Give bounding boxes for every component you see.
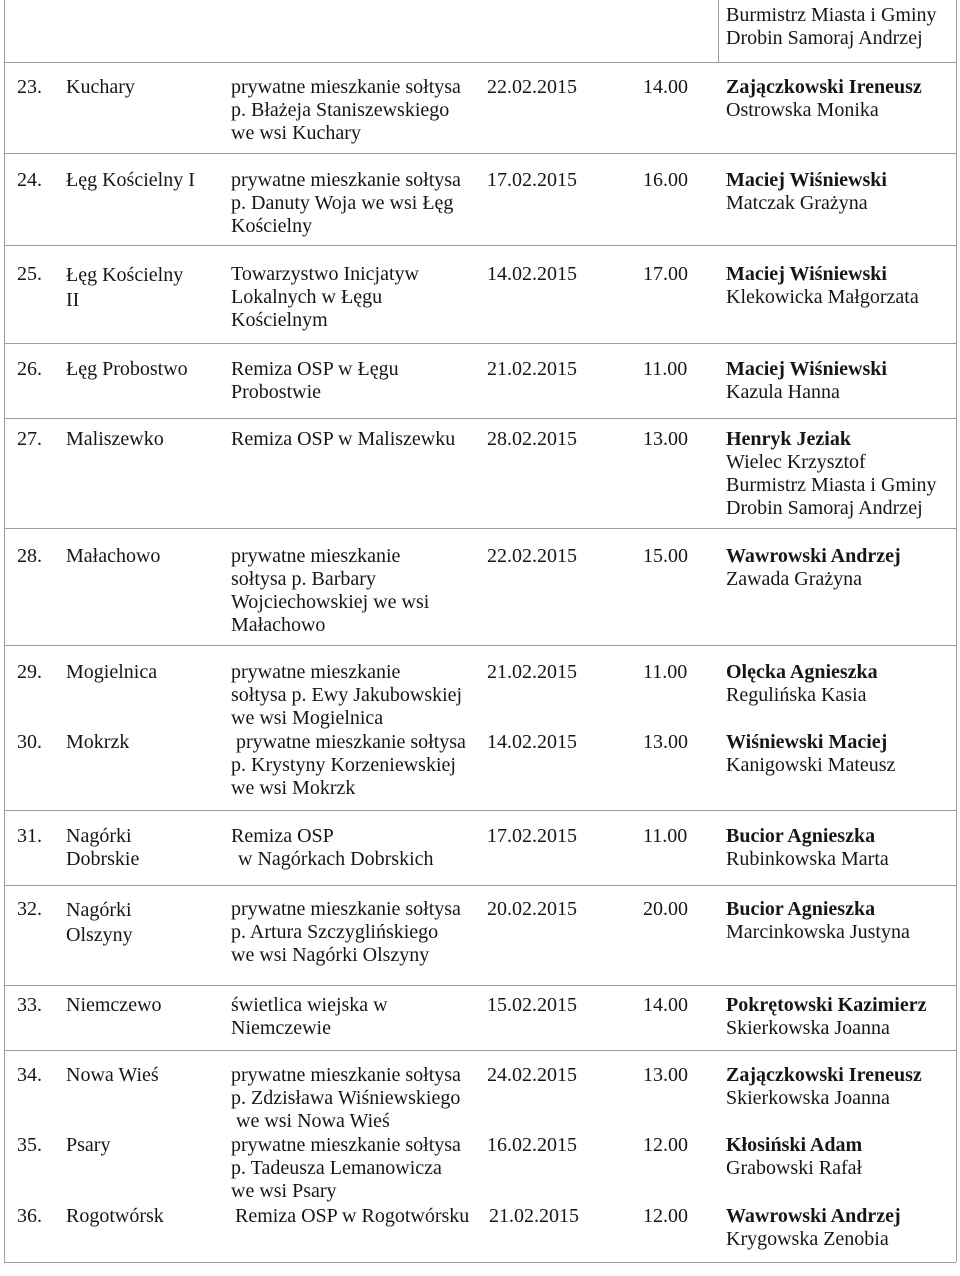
meeting-date: 21.02.2015: [487, 358, 577, 380]
location-cell: [231, 731, 466, 800]
location-line: we wsi Kuchary: [231, 122, 361, 144]
people-cell: [726, 1134, 862, 1180]
people-cell: [726, 731, 895, 777]
person-secondary: Grabowski Rafał: [726, 1157, 863, 1179]
location-line: we wsi Nowa Wieś: [236, 1110, 390, 1132]
location-line: Kościelny: [231, 215, 313, 237]
row-number: 26.: [17, 358, 42, 380]
meeting-time: 17.00: [643, 263, 688, 285]
row-divider: [4, 62, 956, 63]
village-name: Łęg Kościelny I: [66, 169, 195, 191]
village-cell: [66, 545, 160, 568]
location-line: prywatne mieszkanie sołtysa: [231, 898, 461, 920]
village-name: Małachowo: [66, 545, 161, 567]
location-line: w Nagórkach Dobrskich: [238, 848, 434, 870]
meeting-time: 14.00: [643, 994, 688, 1016]
person-name: Burmistrz Miasta i Gminy: [726, 4, 937, 26]
village-name: Niemczewo: [66, 994, 162, 1016]
row-divider: [4, 885, 956, 886]
location-line: Wojciechowskiej we wsi: [231, 591, 430, 613]
people-cell: [726, 169, 887, 215]
person-secondary: Skierkowska Joanna: [726, 1017, 890, 1039]
table-row: [0, 1064, 960, 1132]
person-secondary: Ostrowska Monika: [726, 99, 879, 121]
meeting-date: 24.02.2015: [487, 1064, 577, 1086]
row-divider: [4, 1050, 956, 1051]
table-row: [0, 1134, 960, 1202]
location-line: p. Artura Szczyglińskiego: [231, 921, 439, 943]
table-row: [0, 263, 960, 331]
location-line: Małachowo: [231, 614, 326, 636]
meeting-time: 11.00: [643, 661, 688, 683]
row-number: 29.: [17, 661, 42, 683]
village-cell: [66, 661, 157, 684]
location-line: prywatne mieszkanie sołtysa: [231, 76, 461, 98]
location-line: prywatne mieszkanie sołtysa: [231, 1134, 461, 1156]
meeting-date: 21.02.2015: [489, 1205, 579, 1227]
table-row: [0, 76, 960, 144]
person-secondary: Rubinkowska Marta: [726, 848, 889, 870]
location-line: p. Krystyny Korzeniewskiej: [231, 754, 456, 776]
row-divider: [4, 528, 956, 529]
row-number: 23.: [17, 76, 42, 98]
location-line: prywatne mieszkanie: [231, 545, 401, 567]
location-line: Kościelnym: [231, 309, 328, 331]
village-name: Olszyny: [66, 924, 133, 946]
people-cell: [726, 76, 922, 122]
location-line: we wsi Nagórki Olszyny: [231, 944, 430, 966]
person-primary: Wawrowski Andrzej: [726, 545, 901, 567]
row-number: 25.: [17, 263, 42, 285]
location-line: Niemczewie: [231, 1017, 331, 1039]
village-cell: [66, 1064, 159, 1087]
row-divider: [4, 985, 956, 986]
person-secondary: Krygowska Zenobia: [726, 1228, 889, 1250]
meeting-date: 28.02.2015: [487, 428, 577, 450]
village-name: Kuchary: [66, 76, 135, 98]
meeting-date: 22.02.2015: [487, 76, 577, 98]
location-line: sołtysa p. Ewy Jakubowskiej: [231, 684, 463, 706]
location-cell: [231, 428, 455, 451]
person-primary: Zajączkowski Ireneusz: [726, 76, 922, 98]
row-number: 32.: [17, 898, 42, 920]
location-cell: [231, 1205, 469, 1228]
top-cell-divider: [718, 0, 719, 62]
meeting-time: 11.00: [643, 358, 688, 380]
person-primary: Bucior Agnieszka: [726, 898, 876, 920]
location-cell: [231, 661, 462, 730]
row-number: 36.: [17, 1205, 42, 1227]
person-primary: Wiśniewski Maciej: [726, 731, 888, 753]
location-cell: [231, 898, 461, 967]
village-cell: [66, 898, 133, 948]
table-row: [0, 358, 960, 403]
person-secondary: Matczak Grażyna: [726, 192, 868, 214]
location-cell: [231, 1064, 461, 1133]
table-row: [0, 994, 960, 1039]
village-cell: [66, 358, 188, 381]
location-cell: [231, 825, 434, 871]
location-line: we wsi Mokrzk: [231, 777, 356, 799]
person-secondary: Regulińska Kasia: [726, 684, 867, 706]
row-number: 35.: [17, 1134, 42, 1156]
village-name: Łęg Probostwo: [66, 358, 188, 380]
row-divider: [4, 418, 956, 419]
location-line: we wsi Mogielnica: [231, 707, 384, 729]
meeting-date: 20.02.2015: [487, 898, 577, 920]
location-cell: [231, 358, 399, 404]
village-cell: [66, 994, 162, 1017]
meeting-time: 15.00: [643, 545, 688, 567]
person-secondary: Zawada Grażyna: [726, 568, 863, 590]
row-divider: [4, 343, 956, 344]
location-cell: [231, 263, 419, 332]
location-cell: [231, 545, 429, 637]
location-cell: [231, 994, 388, 1040]
people-cell: [726, 358, 887, 404]
meeting-time: 11.00: [643, 825, 688, 847]
row-number: 27.: [17, 428, 42, 450]
location-cell: [231, 169, 461, 238]
meeting-time: 20.00: [643, 898, 688, 920]
location-line: Remiza OSP w Maliszewku: [231, 428, 456, 450]
location-line: Remiza OSP w Łęgu: [231, 358, 399, 380]
meeting-date: 21.02.2015: [487, 661, 577, 683]
location-line: p. Zdzisława Wiśniewskiego: [231, 1087, 461, 1109]
person-secondary: Kanigowski Mateusz: [726, 754, 896, 776]
row-divider: [4, 645, 956, 646]
person-primary: Maciej Wiśniewski: [726, 263, 887, 285]
person-primary: Olęcka Agnieszka: [726, 661, 878, 683]
row-number: 31.: [17, 825, 42, 847]
meeting-date: 22.02.2015: [487, 545, 577, 567]
person-primary: Pokrętowski Kazimierz: [726, 994, 927, 1016]
people-cell: [726, 661, 878, 707]
table-bottom-border: [4, 1262, 956, 1263]
village-cell: [66, 169, 195, 192]
row-divider: [4, 810, 956, 811]
meeting-date: 14.02.2015: [487, 263, 577, 285]
meeting-date: 16.02.2015: [487, 1134, 577, 1156]
people-cell: [726, 263, 919, 309]
row-number: 33.: [17, 994, 42, 1016]
village-name: Mokrzk: [66, 731, 130, 753]
location-line: prywatne mieszkanie: [231, 661, 401, 683]
table-right-border: [956, 0, 957, 1262]
meeting-date: 17.02.2015: [487, 825, 577, 847]
village-name: Łęg Kościelny: [66, 264, 184, 286]
village-cell: [66, 1134, 110, 1157]
location-line: Remiza OSP w Rogotwórsku: [235, 1205, 470, 1227]
person-primary: Zajączkowski Ireneusz: [726, 1064, 922, 1086]
village-name: Mogielnica: [66, 661, 158, 683]
people-cell: [726, 1064, 922, 1110]
person-secondary: Marcinkowska Justyna: [726, 921, 910, 943]
table-left-border: [4, 0, 5, 1262]
meeting-date: 17.02.2015: [487, 169, 577, 191]
person-secondary: Klekowicka Małgorzata: [726, 286, 919, 308]
row-number: 30.: [17, 731, 42, 753]
village-name: Psary: [66, 1134, 111, 1156]
row-number: 28.: [17, 545, 42, 567]
people-cell: [726, 4, 937, 50]
people-cell: [726, 898, 910, 944]
table-row: [0, 731, 960, 799]
location-line: świetlica wiejska w: [231, 994, 388, 1016]
meeting-time: 13.00: [643, 428, 688, 450]
village-name: Dobrskie: [66, 848, 140, 870]
person-secondary: Drobin Samoraj Andrzej: [726, 497, 923, 519]
table-row: [0, 545, 960, 636]
village-name: Maliszewko: [66, 428, 164, 450]
row-divider: [4, 153, 956, 154]
location-line: Towarzystwo Inicjatyw: [231, 263, 419, 285]
table-row: [0, 1205, 960, 1250]
meeting-time: 12.00: [643, 1134, 688, 1156]
meeting-date: 15.02.2015: [487, 994, 577, 1016]
village-cell: [66, 263, 183, 313]
location-line: p. Danuty Woja we wsi Łęg: [231, 192, 454, 214]
location-cell: [231, 1134, 461, 1203]
village-cell: [66, 76, 135, 99]
village-cell: [66, 825, 139, 871]
people-cell: [726, 545, 901, 591]
meeting-time: 13.00: [643, 731, 688, 753]
location-line: Probostwie: [231, 381, 321, 403]
people-cell: [726, 428, 937, 520]
table-row: [0, 825, 960, 870]
meeting-time: 12.00: [643, 1205, 688, 1227]
person-secondary: Burmistrz Miasta i Gminy: [726, 474, 937, 496]
person-secondary: Kazula Hanna: [726, 381, 840, 403]
village-cell: [66, 1205, 164, 1228]
row-divider: [4, 245, 956, 246]
location-cell: [231, 76, 461, 145]
people-cell: [726, 994, 927, 1040]
person-primary: Wawrowski Andrzej: [726, 1205, 901, 1227]
person-primary: Bucior Agnieszka: [726, 825, 876, 847]
location-line: sołtysa p. Barbary: [231, 568, 376, 590]
location-line: prywatne mieszkanie sołtysa: [236, 731, 466, 753]
location-line: p. Błażeja Staniszewskiego: [231, 99, 450, 121]
person-secondary: Wielec Krzysztof: [726, 451, 866, 473]
village-name: Nagórki: [66, 825, 132, 847]
meeting-time: 13.00: [643, 1064, 688, 1086]
location-line: Lokalnych w Łęgu: [231, 286, 383, 308]
village-name: Nowa Wieś: [66, 1064, 159, 1086]
location-line: prywatne mieszkanie sołtysa: [231, 169, 461, 191]
people-cell: [726, 1205, 901, 1251]
village-name: Rogotwórsk: [66, 1205, 164, 1227]
person-primary: Maciej Wiśniewski: [726, 358, 887, 380]
location-line: Remiza OSP: [231, 825, 334, 847]
location-line: we wsi Psary: [231, 1180, 337, 1202]
table-row: [0, 661, 960, 729]
table-row: [0, 428, 960, 519]
meeting-time: 14.00: [643, 76, 688, 98]
village-name: II: [66, 289, 80, 311]
person-primary: Kłosiński Adam: [726, 1134, 863, 1156]
table-row: [0, 898, 960, 966]
people-cell: [726, 825, 889, 871]
location-line: prywatne mieszkanie sołtysa: [231, 1064, 461, 1086]
location-line: p. Tadeusza Lemanowicza: [231, 1157, 442, 1179]
village-name: Nagórki: [66, 899, 132, 921]
person-primary: Maciej Wiśniewski: [726, 169, 887, 191]
row-number: 24.: [17, 169, 42, 191]
village-cell: [66, 731, 129, 754]
person-name: Drobin Samoraj Andrzej: [726, 27, 923, 49]
table-row: [0, 169, 960, 237]
person-primary: Henryk Jeziak: [726, 428, 851, 450]
meeting-date: 14.02.2015: [487, 731, 577, 753]
meeting-time: 16.00: [643, 169, 688, 191]
table-row-continuation: [0, 4, 960, 49]
village-cell: [66, 428, 164, 451]
row-number: 34.: [17, 1064, 42, 1086]
person-secondary: Skierkowska Joanna: [726, 1087, 890, 1109]
